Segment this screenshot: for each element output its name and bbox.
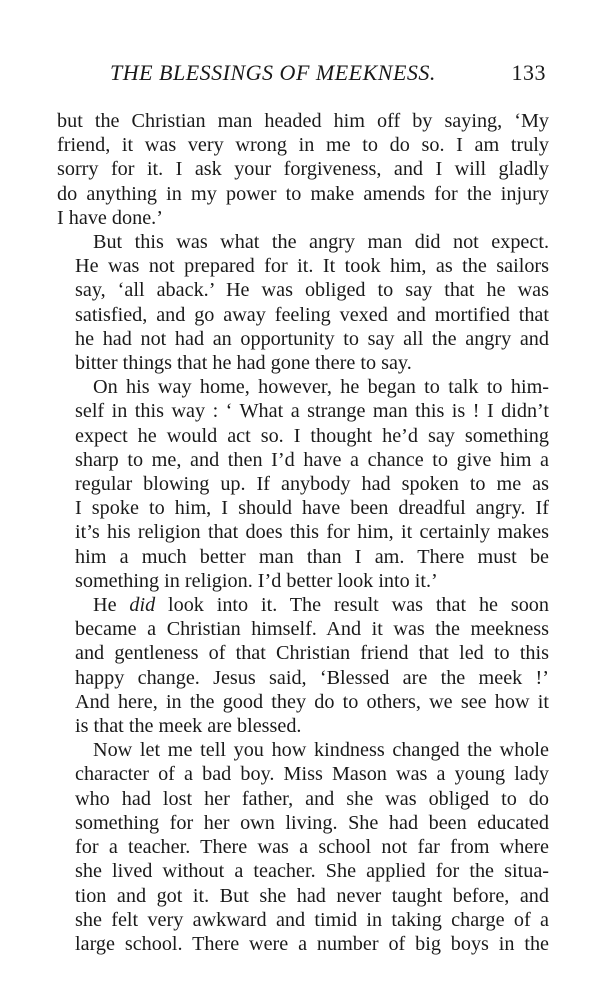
text-line: I spoke to him, I should have been dreadful angry. If <box>75 497 549 520</box>
text-line: bitter things that he had gone there to say. <box>75 352 412 375</box>
text-line: for a teacher. There was a school not far from where <box>75 836 549 859</box>
text-line: character of a bad boy. Miss Mason was a young lady <box>75 763 549 786</box>
text-line: but the Christian man headed him off by saying, ‘My <box>57 110 549 132</box>
text-line: regular blowing up. If anybody had spoken to me as <box>75 473 549 496</box>
text-line: sharp to me, and then I’d have a chance to give him a <box>75 448 549 471</box>
paragraph <box>57 738 549 956</box>
text-line: she felt very awkward and timid in taking charge of a <box>75 908 549 931</box>
text-line: friend, it was very wrong in me to do so. I am truly <box>57 134 549 157</box>
text-line: Now let me tell you how kindness changed the whole <box>93 739 549 762</box>
text-line: he had not had an opportunity to say all the angry and <box>75 327 549 350</box>
line-text-after: look into it. The result was that he soon <box>155 594 549 617</box>
page-body <box>57 109 549 956</box>
paragraph <box>57 375 549 593</box>
text-line: she lived without a teacher. She applied for the situa- <box>75 860 549 883</box>
text-line: something for her own living. She had been educated <box>75 811 549 834</box>
text-line: sorry for it. I ask your forgiveness, and I will gladly <box>57 158 549 181</box>
text-line: happy change. Jesus said, ‘Blessed are the meek !’ <box>75 666 549 689</box>
text-line: is that the meek are blessed. <box>75 715 302 738</box>
text-line: I have done.’ <box>57 206 163 229</box>
text-line: And here, in the good they do to others, we see how it <box>75 690 549 713</box>
emphasis-text: did <box>129 594 156 617</box>
text-line: But this was what the angry man did not expect. <box>93 231 549 254</box>
text-line: do anything in my power to make amends for the injury <box>57 182 549 205</box>
paragraph <box>57 230 549 375</box>
text-line: it’s his religion that does this for him, it certainly makes <box>75 521 549 544</box>
text-line: something in religion. I’d better look into it.’ <box>75 569 438 592</box>
running-title: THE BLESSINGS OF MEEKNESS. <box>110 60 436 85</box>
text-line: expect he would act so. I thought he’d say something <box>75 424 549 447</box>
text-line: He was not prepared for it. It took him, as the sailors <box>75 255 549 278</box>
paragraph <box>57 593 549 738</box>
text-line: who had lost her father, and she was obliged to do <box>75 787 549 810</box>
text-line: became a Christian himself. And it was the meekness <box>75 618 549 641</box>
paragraph <box>57 109 549 230</box>
text-line-with-emphasis <box>57 593 549 617</box>
text-line: large school. There were a number of big boys in the <box>75 932 549 955</box>
line-text-before: He <box>93 594 130 617</box>
text-line: him a much better man than I am. There must be <box>75 545 549 568</box>
text-line: On his way home, however, he began to talk to him- <box>93 376 549 399</box>
page-number: 133 <box>511 60 546 85</box>
text-line: tion and got it. But she had never taught before, and <box>75 884 549 907</box>
text-line: satisfied, and go away feeling vexed and mortified that <box>75 303 549 326</box>
text-line: and gentleness of that Christian friend that led to this <box>75 642 549 665</box>
running-header <box>110 56 546 90</box>
text-line: say, ‘all aback.’ He was obliged to say that he was <box>75 279 549 302</box>
text-line: self in this way : ‘ What a strange man this is ! I didn’t <box>75 400 549 423</box>
